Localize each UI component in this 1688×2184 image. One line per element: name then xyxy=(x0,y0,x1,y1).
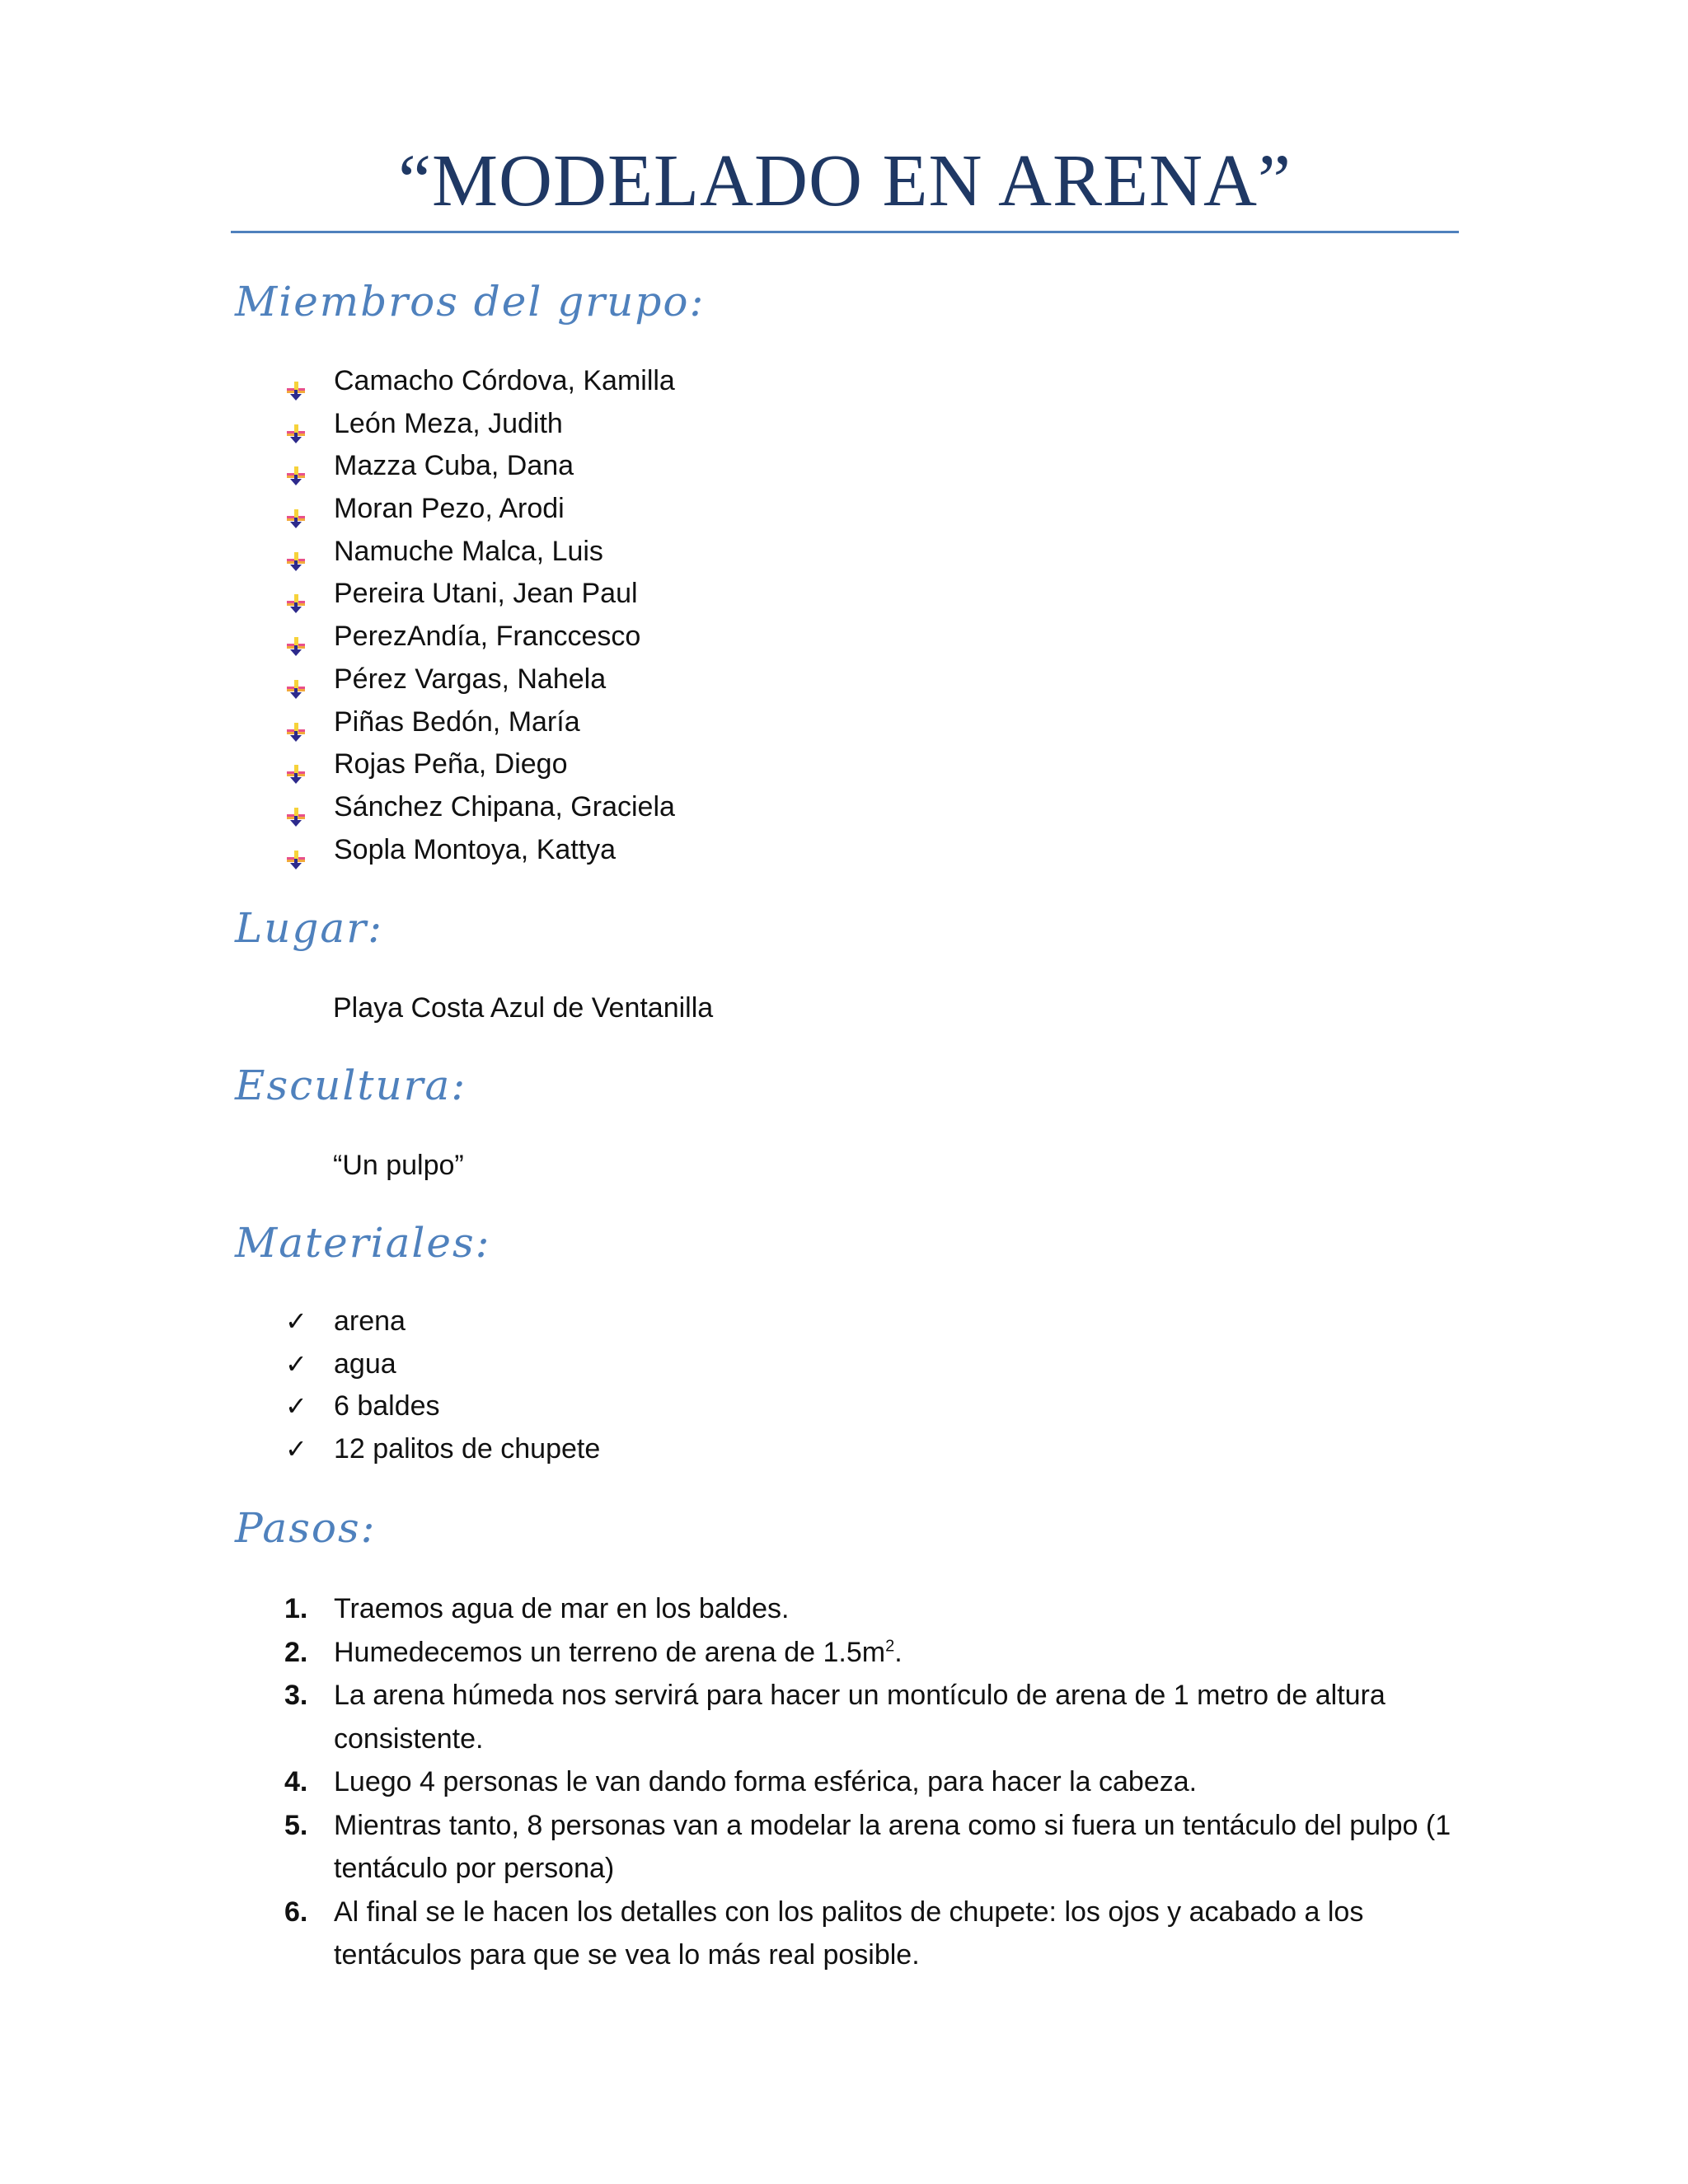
arrow-down-bullet-icon xyxy=(285,372,307,393)
member-item xyxy=(280,829,675,872)
material-name: 12 palitos de chupete xyxy=(334,1433,601,1465)
member-name: Camacho Córdova, Kamilla xyxy=(334,365,675,396)
checkmark-icon: ✓ xyxy=(285,1433,307,1465)
place-text: Playa Costa Azul de Ventanilla xyxy=(333,992,714,1024)
arrow-down-bullet-icon xyxy=(285,755,307,776)
step-number: 1. xyxy=(284,1593,308,1624)
sculpture-text: “Un pulpo” xyxy=(333,1150,464,1181)
material-name: arena xyxy=(334,1305,406,1337)
place-heading: Lugar: xyxy=(235,904,383,952)
step-text: Traemos agua de mar en los baldes. xyxy=(334,1593,790,1624)
material-name: agua xyxy=(334,1347,396,1380)
step-text: Luego 4 personas le van dando forma esférica, para hacer la cabeza. xyxy=(334,1766,1198,1797)
member-item xyxy=(280,658,675,701)
step-text: La arena húmeda nos servirá para hacer un montículo de arena de 1 metro de altura consistente. xyxy=(334,1680,1386,1755)
step-item xyxy=(280,1760,1459,1804)
arrow-down-bullet-icon xyxy=(285,415,307,436)
arrow-down-bullet-icon xyxy=(285,499,307,521)
materials-heading: Materiales: xyxy=(235,1219,491,1267)
arrow-down-bullet-icon xyxy=(285,841,307,862)
arrow-down-bullet-icon xyxy=(285,670,307,691)
member-name: Sopla Montoya, Kattya xyxy=(334,833,617,865)
step-text: Mientras tanto, 8 personas van a modelar la arena como si fuera un tentáculo del pulpo (1 tentáculo por persona) xyxy=(334,1809,1451,1884)
arrow-down-bullet-icon xyxy=(285,713,307,734)
member-item xyxy=(280,701,675,744)
member-name: Sánchez Chipana, Graciela xyxy=(334,790,675,823)
arrow-down-bullet-icon xyxy=(285,798,307,819)
title-underline xyxy=(231,231,1459,233)
member-item xyxy=(280,403,675,446)
member-item xyxy=(280,531,675,574)
arrow-down-bullet-icon xyxy=(285,457,307,478)
member-name: Mazza Cuba, Dana xyxy=(334,450,574,482)
member-item xyxy=(280,445,675,488)
step-item xyxy=(280,1631,1459,1675)
checkmark-icon: ✓ xyxy=(285,1305,307,1337)
step-item xyxy=(280,1587,1459,1631)
material-item xyxy=(280,1343,600,1386)
members-heading: Miembros del grupo: xyxy=(235,278,706,326)
superscript-exponent: 2 xyxy=(885,1637,895,1656)
checkmark-icon: ✓ xyxy=(285,1347,307,1380)
arrow-down-bullet-icon xyxy=(285,627,307,649)
step-item xyxy=(280,1804,1459,1891)
step-text: Humedecemos un terreno de arena de 1.5m xyxy=(334,1636,886,1668)
member-item xyxy=(280,573,675,616)
member-name: PerezAndía, Franccesco xyxy=(334,621,641,653)
steps-heading: Pasos: xyxy=(235,1504,377,1552)
checkmark-icon: ✓ xyxy=(285,1390,307,1422)
step-number: 5. xyxy=(284,1809,308,1841)
member-item xyxy=(280,616,675,658)
document-title: “MODELADO EN ARENA” xyxy=(398,140,1292,222)
material-name: 6 baldes xyxy=(334,1390,440,1422)
member-name: Namuche Malca, Luis xyxy=(334,535,603,567)
step-number: 6. xyxy=(284,1896,308,1928)
member-item xyxy=(280,488,675,531)
member-name: Piñas Bedón, María xyxy=(334,705,580,738)
step-text: Al final se le hacen los detalles con los palitos de chupete: los ojos y acabado a los tentáculos para que se vea lo más real posible. xyxy=(334,1896,1364,1971)
step-item xyxy=(280,1674,1459,1760)
step-item xyxy=(280,1891,1459,1977)
step-number: 3. xyxy=(284,1680,308,1711)
material-item xyxy=(280,1385,600,1428)
member-item xyxy=(280,360,675,403)
steps-list xyxy=(280,1587,1459,1977)
material-item xyxy=(280,1428,600,1471)
step-text-suffix: . xyxy=(894,1636,903,1668)
member-name: Moran Pezo, Arodi xyxy=(334,493,565,525)
arrow-down-bullet-icon xyxy=(285,542,307,564)
members-list xyxy=(280,360,675,871)
material-item xyxy=(280,1301,600,1343)
member-name: Pereira Utani, Jean Paul xyxy=(334,578,638,610)
arrow-down-bullet-icon xyxy=(285,584,307,606)
member-name: Rojas Peña, Diego xyxy=(334,748,568,780)
step-number: 4. xyxy=(284,1766,308,1797)
step-number: 2. xyxy=(284,1636,308,1668)
member-name: León Meza, Judith xyxy=(334,407,563,439)
member-item xyxy=(280,743,675,786)
member-name: Pérez Vargas, Nahela xyxy=(334,663,607,695)
materials-list xyxy=(280,1301,600,1471)
member-item xyxy=(280,786,675,829)
sculpture-heading: Escultura: xyxy=(235,1062,467,1109)
